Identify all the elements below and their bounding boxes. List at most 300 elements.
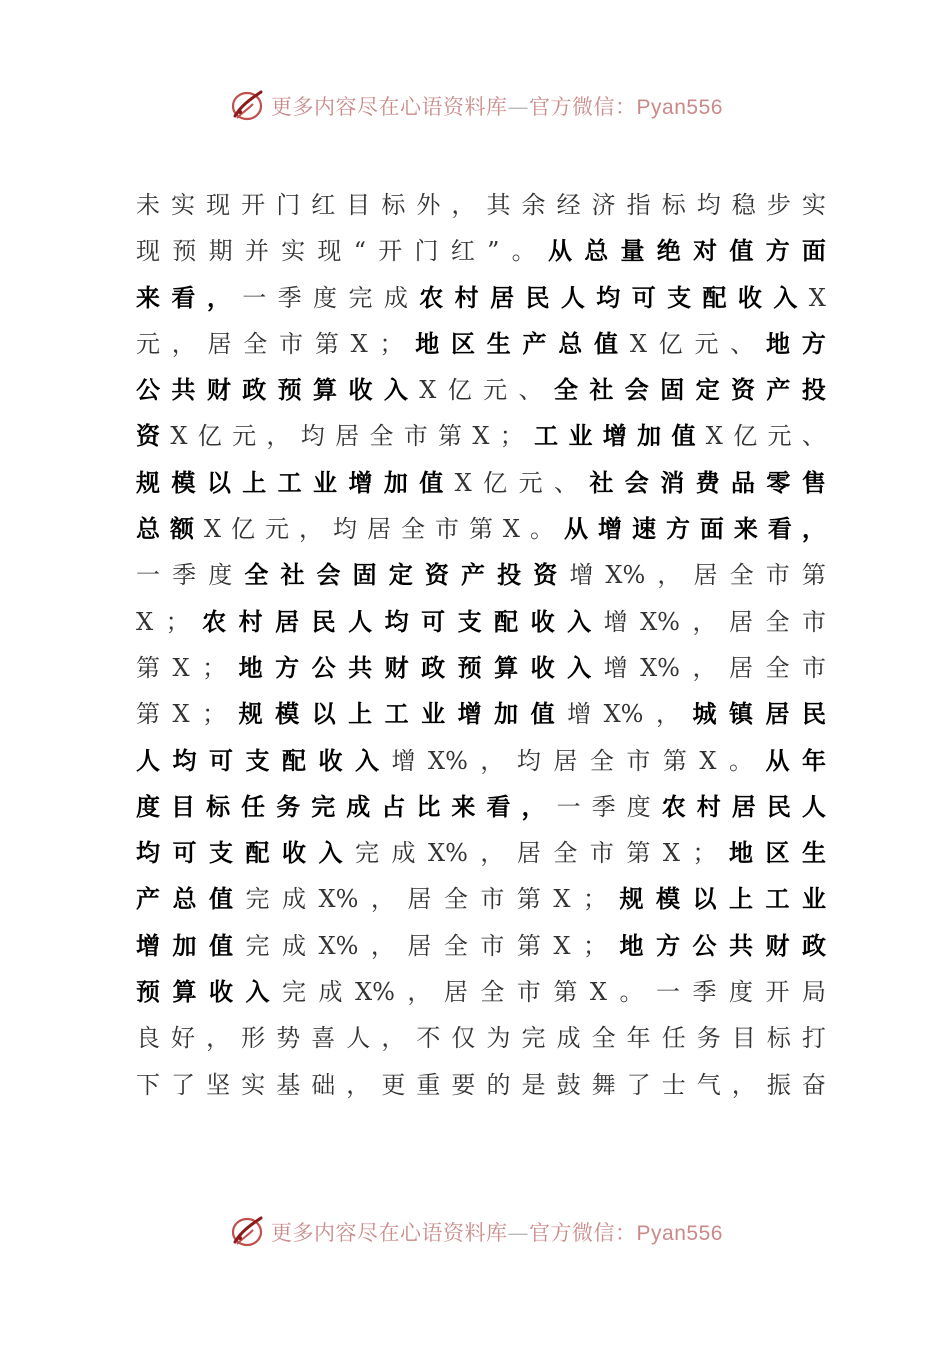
bold-glyph: 算 xyxy=(172,977,197,1007)
bold-glyph: 投 xyxy=(497,560,522,590)
bold-glyph: 配 xyxy=(702,282,727,312)
text-glyph: 开 xyxy=(378,237,403,266)
bold-glyph: 村 xyxy=(454,282,479,312)
bold-glyph: 工 xyxy=(384,699,409,729)
text-glyph: 全 xyxy=(765,607,790,636)
text-glyph: 全 xyxy=(553,839,578,868)
document-body xyxy=(136,182,826,1108)
text-glyph: X% xyxy=(603,700,644,729)
bold-glyph: 城 xyxy=(692,699,717,729)
text-glyph: 。 xyxy=(728,746,753,775)
text-glyph: 完 xyxy=(245,931,270,960)
text-glyph: X% xyxy=(355,978,395,1007)
text-glyph: ， xyxy=(370,931,395,960)
bold-glyph: 从 xyxy=(765,745,790,775)
text-glyph: 居 xyxy=(335,422,360,451)
text-glyph: X xyxy=(553,885,571,914)
bold-glyph: 公 xyxy=(692,930,717,960)
text-glyph: 现 xyxy=(206,191,231,219)
text-glyph: 第 xyxy=(801,561,826,590)
bold-glyph: 总 xyxy=(172,884,197,914)
bold-glyph: 全 xyxy=(553,375,578,405)
bold-glyph: 面 xyxy=(801,236,826,266)
text-glyph: 了 xyxy=(171,1070,196,1099)
bold-glyph: 零 xyxy=(766,467,791,497)
text-glyph: ； xyxy=(582,931,607,960)
text-glyph: 舞 xyxy=(591,1070,616,1099)
bold-glyph: 地 xyxy=(415,328,440,358)
bold-glyph: 绝 xyxy=(656,236,681,266)
bold-glyph: 从 xyxy=(547,236,572,266)
bold-glyph: 社 xyxy=(280,560,305,590)
text-glyph: 气 xyxy=(696,1070,721,1099)
header-banner xyxy=(0,84,950,128)
bold-glyph: 固 xyxy=(660,375,685,405)
text-glyph: 全 xyxy=(443,885,468,914)
text-glyph: 稳 xyxy=(731,191,756,219)
text-glyph: 势 xyxy=(276,1024,301,1053)
text-glyph: 门 xyxy=(414,237,439,266)
text-glyph: 局 xyxy=(801,978,826,1007)
text-glyph: 好 xyxy=(171,1024,196,1053)
bold-glyph: 产 xyxy=(136,884,160,914)
bold-glyph: 居 xyxy=(765,699,790,729)
bold-glyph: 总 xyxy=(558,328,583,358)
text-glyph: 、 xyxy=(518,376,543,405)
text-glyph: ； xyxy=(692,839,717,868)
bold-glyph: 支 xyxy=(457,606,482,636)
text-glyph: 成 xyxy=(282,885,306,914)
text-glyph: 市 xyxy=(801,607,826,636)
text-glyph: 、 xyxy=(801,422,826,451)
footer-banner xyxy=(0,1210,950,1254)
bold-glyph: 共 xyxy=(728,930,753,960)
bold-glyph: 居 xyxy=(731,791,756,821)
bold-glyph: 业 xyxy=(568,421,593,451)
bold-glyph: 来 xyxy=(733,514,758,544)
bold-glyph: ， xyxy=(206,282,231,312)
text-glyph: 下 xyxy=(136,1070,160,1099)
text-glyph: 一 xyxy=(242,283,267,312)
text-glyph: 均 xyxy=(333,515,357,544)
text-glyph: 不 xyxy=(416,1024,441,1053)
text-line xyxy=(136,599,826,645)
bold-glyph: 总 xyxy=(136,514,160,544)
text-glyph: 第 xyxy=(136,653,160,682)
text-glyph: X% xyxy=(428,746,468,775)
text-line xyxy=(136,738,826,784)
text-line xyxy=(136,645,826,691)
bold-glyph: 会 xyxy=(624,467,649,497)
bold-glyph: 度 xyxy=(136,791,160,821)
bold-glyph: 规 xyxy=(136,467,160,497)
text-glyph: 完 xyxy=(245,885,270,914)
text-glyph: 。 xyxy=(511,237,536,266)
text-glyph: 元 xyxy=(694,329,719,358)
bold-glyph: ， xyxy=(801,514,826,544)
bold-glyph: 生 xyxy=(486,328,511,358)
text-line xyxy=(136,784,826,830)
text-glyph: 是 xyxy=(521,1070,546,1099)
text-glyph: 更 xyxy=(381,1070,406,1099)
text-glyph: ； xyxy=(202,700,227,729)
text-glyph: X xyxy=(472,422,490,451)
bold-glyph: 民 xyxy=(801,699,826,729)
text-glyph: X xyxy=(553,931,571,960)
text-glyph: ； xyxy=(379,329,404,358)
bold-glyph: 看 xyxy=(767,514,792,544)
text-glyph: ， xyxy=(299,515,324,544)
text-glyph: 开 xyxy=(765,978,790,1007)
text-glyph: 元 xyxy=(518,468,543,497)
bold-glyph: 可 xyxy=(209,745,233,775)
text-glyph: X% xyxy=(605,561,646,590)
bold-glyph: 工 xyxy=(534,421,559,451)
text-glyph: 未 xyxy=(136,191,160,219)
bold-glyph: 农 xyxy=(202,606,227,636)
bold-glyph: 算 xyxy=(494,652,519,682)
text-glyph: 居 xyxy=(728,607,753,636)
text-glyph: 喜 xyxy=(311,1024,336,1053)
bold-glyph: 均 xyxy=(136,838,160,868)
bold-glyph: 完 xyxy=(311,791,336,821)
text-glyph: 。 xyxy=(619,978,644,1007)
bold-glyph: 政 xyxy=(242,375,267,405)
text-glyph: 居 xyxy=(728,653,753,682)
header-contact-label: 官方微信： xyxy=(529,95,637,119)
bold-glyph: 地 xyxy=(728,838,753,868)
text-glyph: ； xyxy=(499,422,524,451)
bold-glyph: 财 xyxy=(206,375,231,405)
text-glyph: ， xyxy=(692,653,717,682)
text-glyph: 基 xyxy=(276,1070,301,1099)
bold-glyph: 占 xyxy=(381,791,406,821)
bold-glyph: 入 xyxy=(245,977,270,1007)
text-glyph: 元 xyxy=(232,422,257,451)
text-glyph: ， xyxy=(731,1070,756,1099)
bold-glyph: 居 xyxy=(275,606,300,636)
bold-glyph: 消 xyxy=(660,467,685,497)
bold-glyph: 对 xyxy=(693,236,718,266)
text-glyph: 门 xyxy=(276,191,301,219)
text-glyph: 人 xyxy=(346,1024,371,1053)
text-glyph: 增 xyxy=(567,700,592,729)
bold-glyph: 增 xyxy=(457,699,482,729)
footer-brand: 更多内容尽在心语资料库 xyxy=(271,1221,508,1245)
text-line xyxy=(136,923,826,969)
text-glyph: 全 xyxy=(589,746,614,775)
text-glyph: 全 xyxy=(480,978,505,1007)
bold-glyph: 业 xyxy=(313,467,338,497)
text-glyph: 务 xyxy=(696,1024,721,1053)
text-glyph: 目 xyxy=(731,1024,756,1053)
bold-glyph: 以 xyxy=(311,699,336,729)
text-glyph: 为 xyxy=(486,1024,511,1053)
bold-glyph: 公 xyxy=(136,375,160,405)
text-glyph: 一 xyxy=(136,561,160,590)
bold-glyph: 上 xyxy=(242,467,267,497)
bold-glyph: 入 xyxy=(355,745,379,775)
bold-glyph: 增 xyxy=(597,514,622,544)
text-glyph: ； xyxy=(202,653,227,682)
bold-glyph: 资 xyxy=(533,560,558,590)
text-glyph: ” xyxy=(487,237,500,266)
bold-glyph: 以 xyxy=(206,467,231,497)
text-glyph: 一 xyxy=(556,792,581,821)
text-glyph: X xyxy=(203,515,222,544)
text-glyph: 全 xyxy=(369,422,394,451)
bold-glyph: 镇 xyxy=(728,699,753,729)
bold-glyph: 预 xyxy=(277,375,302,405)
bold-glyph: 均 xyxy=(172,745,197,775)
text-glyph: 元 xyxy=(265,515,290,544)
bold-glyph: 会 xyxy=(316,560,341,590)
header-brand: 更多内容尽在心语资料库 xyxy=(271,95,508,119)
bold-glyph: 社 xyxy=(589,467,614,497)
bold-glyph: 方 xyxy=(765,236,790,266)
bold-glyph: 收 xyxy=(530,606,555,636)
bold-glyph: 配 xyxy=(494,606,519,636)
text-glyph: X xyxy=(170,422,188,451)
text-glyph: 均 xyxy=(696,191,721,219)
bold-glyph: 算 xyxy=(313,375,338,405)
text-glyph: 要 xyxy=(451,1070,476,1099)
text-glyph: 现 xyxy=(136,237,160,266)
text-glyph: 济 xyxy=(591,191,616,219)
text-glyph: X xyxy=(589,978,607,1007)
bold-glyph: 收 xyxy=(530,652,555,682)
text-glyph: 季 xyxy=(591,792,616,821)
bold-glyph: 任 xyxy=(241,791,266,821)
text-glyph: ； xyxy=(165,607,190,636)
text-glyph: ， xyxy=(266,422,291,451)
bold-glyph: 加 xyxy=(172,930,197,960)
text-glyph: 市 xyxy=(801,653,826,682)
text-glyph: ， xyxy=(206,1024,231,1053)
text-glyph: 成 xyxy=(383,283,408,312)
text-glyph: 全 xyxy=(400,515,425,544)
text-line xyxy=(136,691,826,737)
bold-glyph: 成 xyxy=(346,791,371,821)
text-glyph: 市 xyxy=(626,746,651,775)
bold-glyph: 值 xyxy=(209,884,233,914)
text-glyph: 成 xyxy=(556,1024,581,1053)
text-glyph: 经 xyxy=(556,191,581,219)
text-glyph: 市 xyxy=(480,885,505,914)
text-glyph: X% xyxy=(640,607,680,636)
bold-glyph: 额 xyxy=(169,514,194,544)
bold-glyph: 社 xyxy=(589,375,614,405)
bold-glyph: 预 xyxy=(136,977,160,1007)
bold-glyph: 值 xyxy=(419,467,444,497)
text-glyph: 季 xyxy=(692,978,717,1007)
text-line xyxy=(136,876,826,922)
text-glyph: 季 xyxy=(172,561,197,590)
bold-glyph: 地 xyxy=(765,328,790,358)
bold-glyph: 目 xyxy=(171,791,196,821)
text-glyph: 成 xyxy=(391,839,416,868)
bold-glyph: 财 xyxy=(384,652,409,682)
text-glyph: X% xyxy=(318,885,359,914)
bold-glyph: 生 xyxy=(801,838,826,868)
text-line xyxy=(136,228,826,274)
bold-glyph: 标 xyxy=(206,791,231,821)
bold-glyph: 面 xyxy=(699,514,724,544)
header-text xyxy=(271,91,723,121)
bold-glyph: 投 xyxy=(801,375,826,405)
text-glyph: ， xyxy=(480,746,505,775)
bold-glyph: 加 xyxy=(383,467,408,497)
bold-glyph: 看 xyxy=(486,791,511,821)
bold-glyph: 规 xyxy=(619,884,644,914)
bold-glyph: 共 xyxy=(348,652,373,682)
text-glyph: 、 xyxy=(730,329,755,358)
bold-glyph: 入 xyxy=(383,375,408,405)
text-glyph: 标 xyxy=(381,191,406,219)
bold-glyph: 均 xyxy=(596,282,621,312)
text-glyph: 居 xyxy=(366,515,391,544)
bold-glyph: 总 xyxy=(584,236,609,266)
text-glyph: 成 xyxy=(318,978,343,1007)
bold-glyph: 村 xyxy=(238,606,263,636)
text-glyph: 目 xyxy=(346,191,371,219)
text-glyph: 市 xyxy=(765,561,790,590)
text-glyph: 第 xyxy=(468,515,493,544)
text-line xyxy=(136,830,826,876)
text-glyph: 元 xyxy=(136,329,160,358)
bold-glyph: 增 xyxy=(602,421,627,451)
bold-glyph: 入 xyxy=(567,606,592,636)
bold-glyph: 财 xyxy=(765,930,790,960)
text-glyph: ， xyxy=(381,1024,406,1053)
text-glyph: 红 xyxy=(450,237,475,266)
text-line xyxy=(136,1062,826,1108)
text-glyph: 完 xyxy=(521,1024,546,1053)
bold-glyph: 定 xyxy=(695,375,720,405)
brush-logo-icon xyxy=(227,1212,267,1252)
text-glyph: X xyxy=(662,839,680,868)
footer-text xyxy=(271,1217,723,1247)
text-glyph: X xyxy=(705,422,723,451)
bold-glyph: 资 xyxy=(424,560,449,590)
text-glyph: “ xyxy=(353,237,366,266)
bold-glyph: 上 xyxy=(728,884,753,914)
text-glyph: 市 xyxy=(279,329,304,358)
bold-glyph: 村 xyxy=(696,791,721,821)
text-glyph: 亿 xyxy=(231,515,256,544)
bold-glyph: 配 xyxy=(282,745,306,775)
text-glyph: 第 xyxy=(516,885,541,914)
text-glyph: 鼓 xyxy=(556,1070,581,1099)
bold-glyph: 居 xyxy=(490,282,515,312)
bold-glyph: 值 xyxy=(594,328,619,358)
text-glyph: 实 xyxy=(801,191,826,219)
bold-glyph: 民 xyxy=(311,606,336,636)
bold-glyph: 值 xyxy=(671,421,696,451)
bold-glyph: 产 xyxy=(522,328,547,358)
text-glyph: ， xyxy=(480,839,505,868)
bold-glyph: 模 xyxy=(171,467,196,497)
bold-glyph: 工 xyxy=(277,467,302,497)
bold-glyph: 值 xyxy=(209,930,233,960)
text-glyph: 红 xyxy=(311,191,336,219)
text-glyph: 坚 xyxy=(206,1070,231,1099)
text-glyph: ， xyxy=(370,885,395,914)
text-line xyxy=(136,506,826,552)
bold-glyph: 产 xyxy=(460,560,485,590)
text-glyph: 居 xyxy=(516,839,541,868)
bold-glyph: 可 xyxy=(631,282,656,312)
text-glyph: 了 xyxy=(626,1070,651,1099)
bold-glyph: 公 xyxy=(311,652,336,682)
text-line xyxy=(136,321,826,367)
text-glyph: 开 xyxy=(241,191,266,219)
text-glyph: 亿 xyxy=(658,329,683,358)
bold-glyph: 地 xyxy=(238,652,263,682)
bold-glyph: 可 xyxy=(172,838,197,868)
footer-separator: — xyxy=(507,1221,530,1245)
text-glyph: 、 xyxy=(553,468,578,497)
text-glyph: 均 xyxy=(516,746,541,775)
bold-glyph: 人 xyxy=(136,745,160,775)
text-glyph: 第 xyxy=(626,839,651,868)
text-glyph: 居 xyxy=(443,978,468,1007)
text-glyph: 增 xyxy=(569,561,594,590)
bold-glyph: 政 xyxy=(801,930,826,960)
bold-glyph: 年 xyxy=(801,745,826,775)
header-separator: — xyxy=(507,95,530,119)
text-glyph: ， xyxy=(655,700,680,729)
text-glyph: 预 xyxy=(172,237,197,266)
text-glyph: 的 xyxy=(486,1070,511,1099)
text-glyph: 余 xyxy=(521,191,546,219)
text-glyph: 第 xyxy=(438,422,463,451)
text-glyph: 第 xyxy=(516,931,541,960)
bold-glyph: 入 xyxy=(773,282,798,312)
text-glyph: 打 xyxy=(801,1024,826,1053)
bold-glyph: 人 xyxy=(348,606,373,636)
bold-glyph: 民 xyxy=(766,791,791,821)
bold-glyph: 收 xyxy=(348,375,373,405)
text-glyph: 全 xyxy=(729,561,754,590)
text-glyph: 完 xyxy=(348,283,373,312)
text-glyph: 季 xyxy=(277,283,302,312)
text-glyph: 仅 xyxy=(451,1024,476,1053)
text-glyph: 增 xyxy=(603,653,628,682)
text-glyph: X xyxy=(419,376,437,405)
bold-glyph: 入 xyxy=(567,652,592,682)
bold-glyph: 加 xyxy=(494,699,519,729)
text-glyph: 重 xyxy=(416,1070,441,1099)
text-glyph: X xyxy=(629,329,647,358)
bold-glyph: 收 xyxy=(318,745,343,775)
text-glyph: 奋 xyxy=(801,1070,826,1099)
bold-glyph: 模 xyxy=(655,884,680,914)
text-glyph: 并 xyxy=(244,237,269,266)
text-glyph: 外 xyxy=(416,191,441,219)
text-glyph: 亿 xyxy=(447,376,472,405)
text-glyph: 增 xyxy=(603,607,628,636)
text-glyph: X xyxy=(172,700,190,729)
text-glyph: 完 xyxy=(282,978,306,1007)
text-glyph: X xyxy=(808,283,826,312)
bold-glyph: 增 xyxy=(348,467,373,497)
bold-glyph: 全 xyxy=(244,560,269,590)
text-glyph: X xyxy=(699,746,717,775)
bold-glyph: 资 xyxy=(731,375,755,405)
text-line xyxy=(136,552,826,598)
bold-glyph: 方 xyxy=(801,328,826,358)
